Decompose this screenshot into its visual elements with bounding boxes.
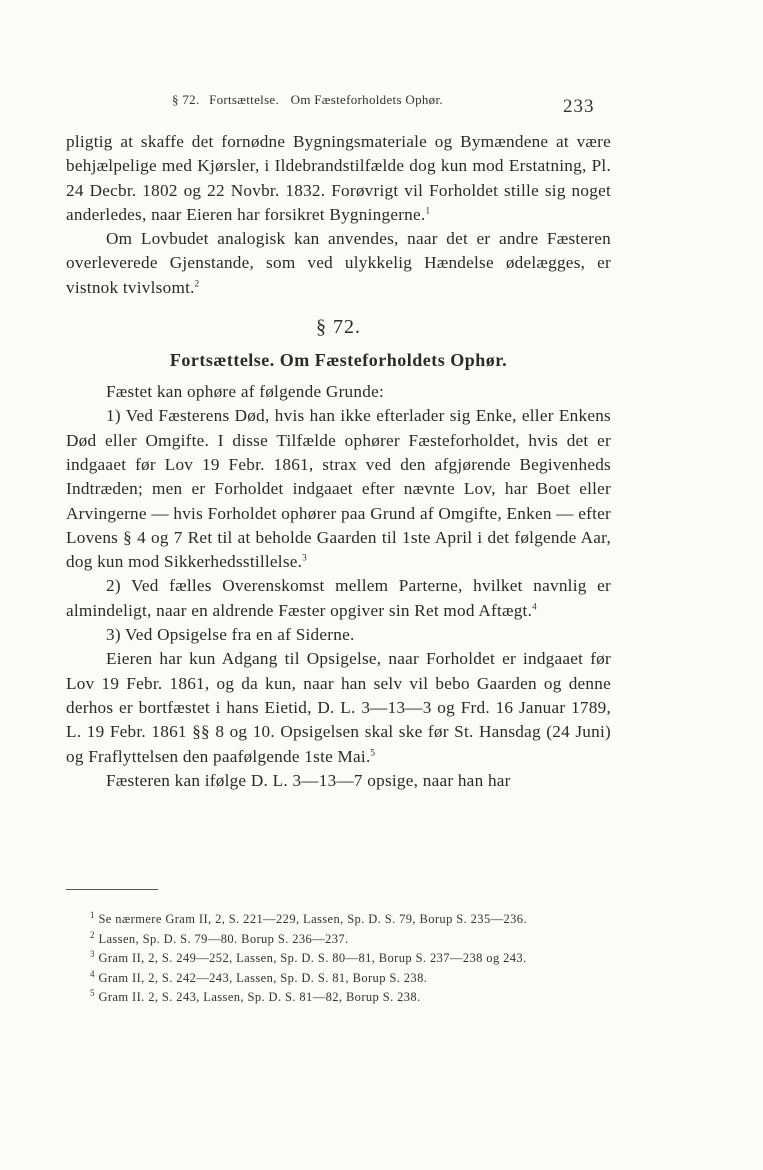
header-subtitle: Fortsættelse. (209, 92, 280, 107)
page-number: 233 (563, 96, 595, 117)
main-text (66, 130, 611, 793)
footnote (66, 910, 611, 930)
paragraph-text: Om Lovbudet analogisk kan anvendes, naar det er andre Fæsteren overleverede Gjenstande, som ved ulykkelig Hændelse ødelægges, er vistnok tvivlsomt. (66, 229, 611, 297)
paragraph-text: 1) Ved Fæsterens Død, hvis han ikke efterlader sig Enke, eller Enkens Død eller Omgifte. I disse Tilfælde ophører Fæsteforholdet, hvis det er indgaaet før Lov 19 Febr. 1861, strax ved den afgjørende Begivenheds Indtræden; men er Forholdet indgaaet efter nævnte Lov, har Boet eller Arvingerne — hvis Forholdet ophører paa Grund af Omgifte, Enken — efter Lovens § 4 og 7 Ret til at beholde Gaarden til 1ste April i det følgende Aar, dog kun mod Sikkerhedsstillelse. (66, 406, 611, 572)
footnote-divider (66, 889, 158, 890)
footnote-mark: 1 (90, 909, 95, 920)
footnote-ref: 4 (532, 601, 537, 612)
running-header (172, 92, 622, 108)
footnote-text: Gram II, 2, S. 242—243, Lassen, Sp. D. S. 81, Borup S. 238. (98, 970, 428, 985)
footnote-text: Gram II, 2, S. 249—252, Lassen, Sp. D. S. 80—81, Borup S. 237—238 og 243. (98, 951, 527, 965)
footnote-mark: 3 (90, 948, 95, 959)
section-title: Fortsættelse. Om Fæsteforholdets Ophør. (169, 350, 508, 371)
footnotes (66, 910, 611, 1008)
footnote-ref: 1 (425, 205, 431, 216)
footnote-text: Gram II. 2, S. 243, Lassen, Sp. D. S. 81—82, Borup S. 238. (98, 990, 421, 1004)
footnote-mark: 2 (90, 929, 95, 940)
footnote (66, 930, 611, 950)
header-chapter-title: Om Fæsteforholdets Ophør. (290, 92, 443, 107)
list-item (66, 574, 611, 623)
section-number: § 72. (316, 316, 361, 339)
paragraph (66, 227, 611, 300)
paragraph-text: Eieren har kun Adgang til Opsigelse, naar Forholdet er indgaaet før Lov 19 Febr. 1861, og da kun, naar han selv vil bebo Gaarden og denne derhos er bortfæstet i hans Eietid, D. L. 3—13—3 og Frd. 16 Januar 1789, L. 19 Febr. 1861 §§ 8 og 10. Opsigelsen skal ske før St. Hansdag (24 Juni) og Fraflyttelsen den paafølgende 1ste Mai. (66, 649, 611, 766)
footnote-ref: 5 (370, 746, 376, 757)
header-section-sign: § 72. (172, 92, 200, 107)
footnote-ref: 2 (194, 278, 200, 289)
list-item (66, 404, 611, 574)
footnote-ref: 3 (302, 552, 307, 563)
footnote (66, 969, 611, 989)
paragraph-text: 2) Ved fælles Overenskomst mellem Parterne, hvilket navnlig er almindeligt, naar en aldrende Fæster opgiver sin Ret mod Aftægt. (66, 576, 611, 620)
paragraph-continued (66, 130, 611, 227)
paragraph: Fæstet kan ophøre af følgende Grunde: (106, 382, 384, 402)
footnote (66, 988, 611, 1008)
footnote-text: Se nærmere Gram II, 2, S. 221—229, Lassen, Sp. D. S. 79, Borup S. 235—236. (98, 912, 527, 926)
footnote-text: Lassen, Sp. D. S. 79—80. Borup S. 236—237. (98, 931, 349, 946)
paragraph: Fæsteren kan ifølge D. L. 3—13—7 opsige, naar han har (106, 770, 511, 790)
paragraph (66, 647, 611, 768)
list-item: 3) Ved Opsigelse fra en af Siderne. (106, 625, 355, 645)
paragraph-text: pligtig at skaffe det fornødne Bygningsmateriale og Bymændene at være behjælpelige med Kjørsler, i Ildebrandstilfælde dog kun mod Erstatning, Pl. 24 Decbr. 1802 og 22 Novbr. 1832. Forøvrigt vil Forholdet stille sig noget anderledes, naar Eieren har forsikret Bygningerne. (66, 132, 611, 224)
footnote-mark: 5 (90, 987, 95, 998)
footnote-mark: 4 (90, 968, 95, 979)
footnote (66, 949, 611, 969)
